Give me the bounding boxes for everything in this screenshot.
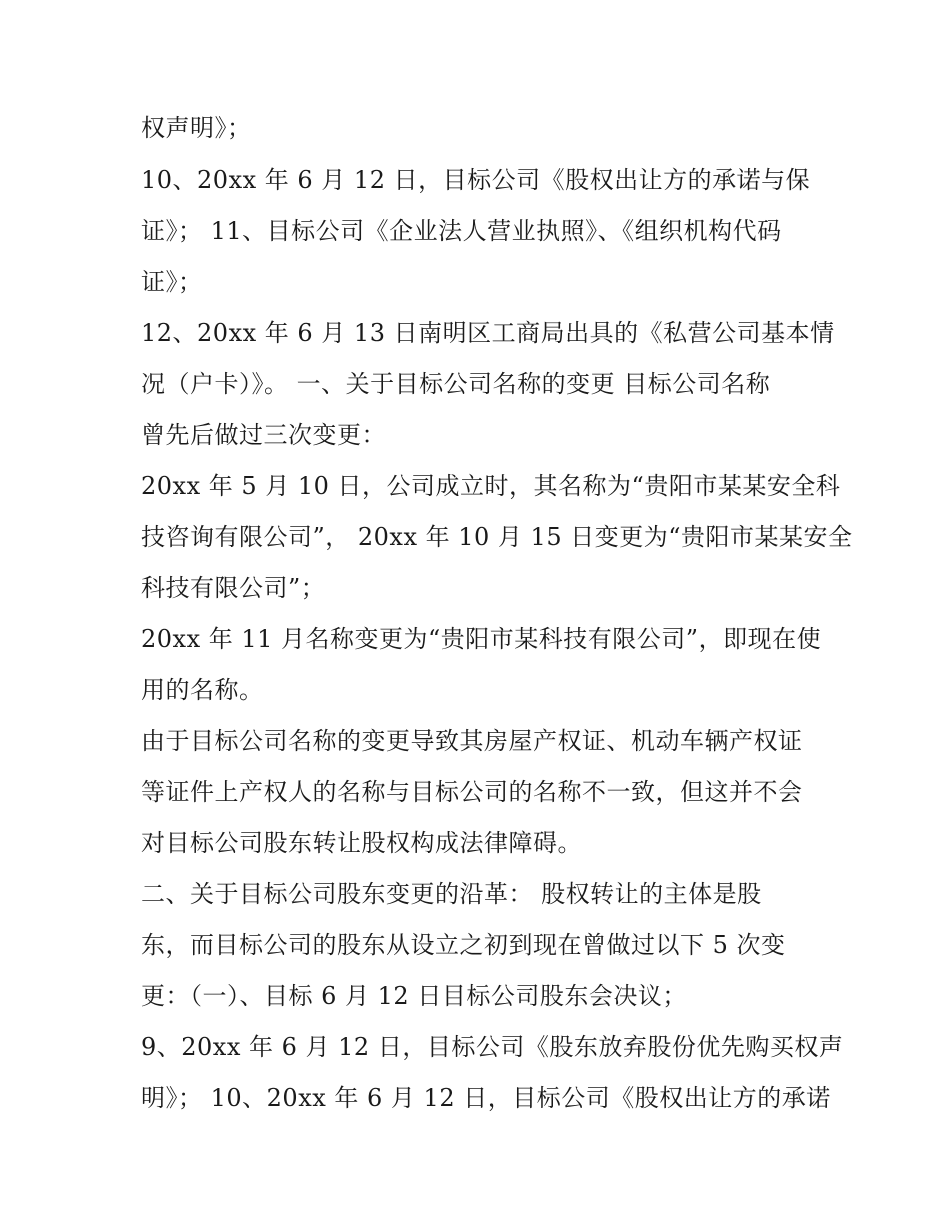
text-line: 20xx 年 11 月名称变更为“贵阳市某科技有限公司”，即现在使 [141, 625, 822, 653]
text-line: 用的名称。 [141, 676, 264, 704]
text-line: 二、关于目标公司股东变更的沿革： 股权转让的主体是股 [141, 880, 762, 908]
text-line: 曾先后做过三次变更： [141, 421, 386, 449]
text-line: 况（户卡）》。 一、关于目标公司名称的变更 目标公司名称 [141, 370, 771, 398]
text-line: 证》； [141, 268, 203, 296]
text-line: 20xx 年 5 月 10 日，公司成立时，其名称为“贵阳市某某安全科 [141, 472, 841, 500]
text-line: 由于目标公司名称的变更导致其房屋产权证、机动车辆产权证 [141, 727, 803, 755]
text-line: 12、20xx 年 6 月 13 日南明区工商局出具的《私营公司基本情 [141, 319, 835, 347]
text-line: 更：（一）、目标 6 月 12 日目标公司股东会决议； [141, 982, 687, 1010]
text-line: 9、20xx 年 6 月 12 日，目标公司《股东放弃股份优先购买权声 [141, 1033, 844, 1061]
text-line: 等证件上产权人的名称与目标公司的名称不一致，但这并不会 [141, 778, 803, 806]
text-line: 科技有限公司”； [141, 574, 326, 602]
text-line: 明》； 10、20xx 年 6 月 12 日，目标公司《股权出让方的承诺 [141, 1084, 831, 1112]
text-line: 证》； 11、目标公司《企业法人营业执照》、《组织机构代码 [141, 217, 782, 245]
text-line: 10、20xx 年 6 月 12 日，目标公司《股权出让方的承诺与保 [141, 166, 811, 194]
text-line: 技咨询有限公司”， 20xx 年 10 月 15 日变更为“贵阳市某某安全 [141, 523, 853, 551]
text-line: 东，而目标公司的股东从设立之初到现在曾做过以下 5 次变 [141, 931, 786, 959]
text-line: 权声明》； [141, 114, 252, 142]
text-line: 对目标公司股东转让股权构成法律障碍。 [141, 829, 582, 857]
